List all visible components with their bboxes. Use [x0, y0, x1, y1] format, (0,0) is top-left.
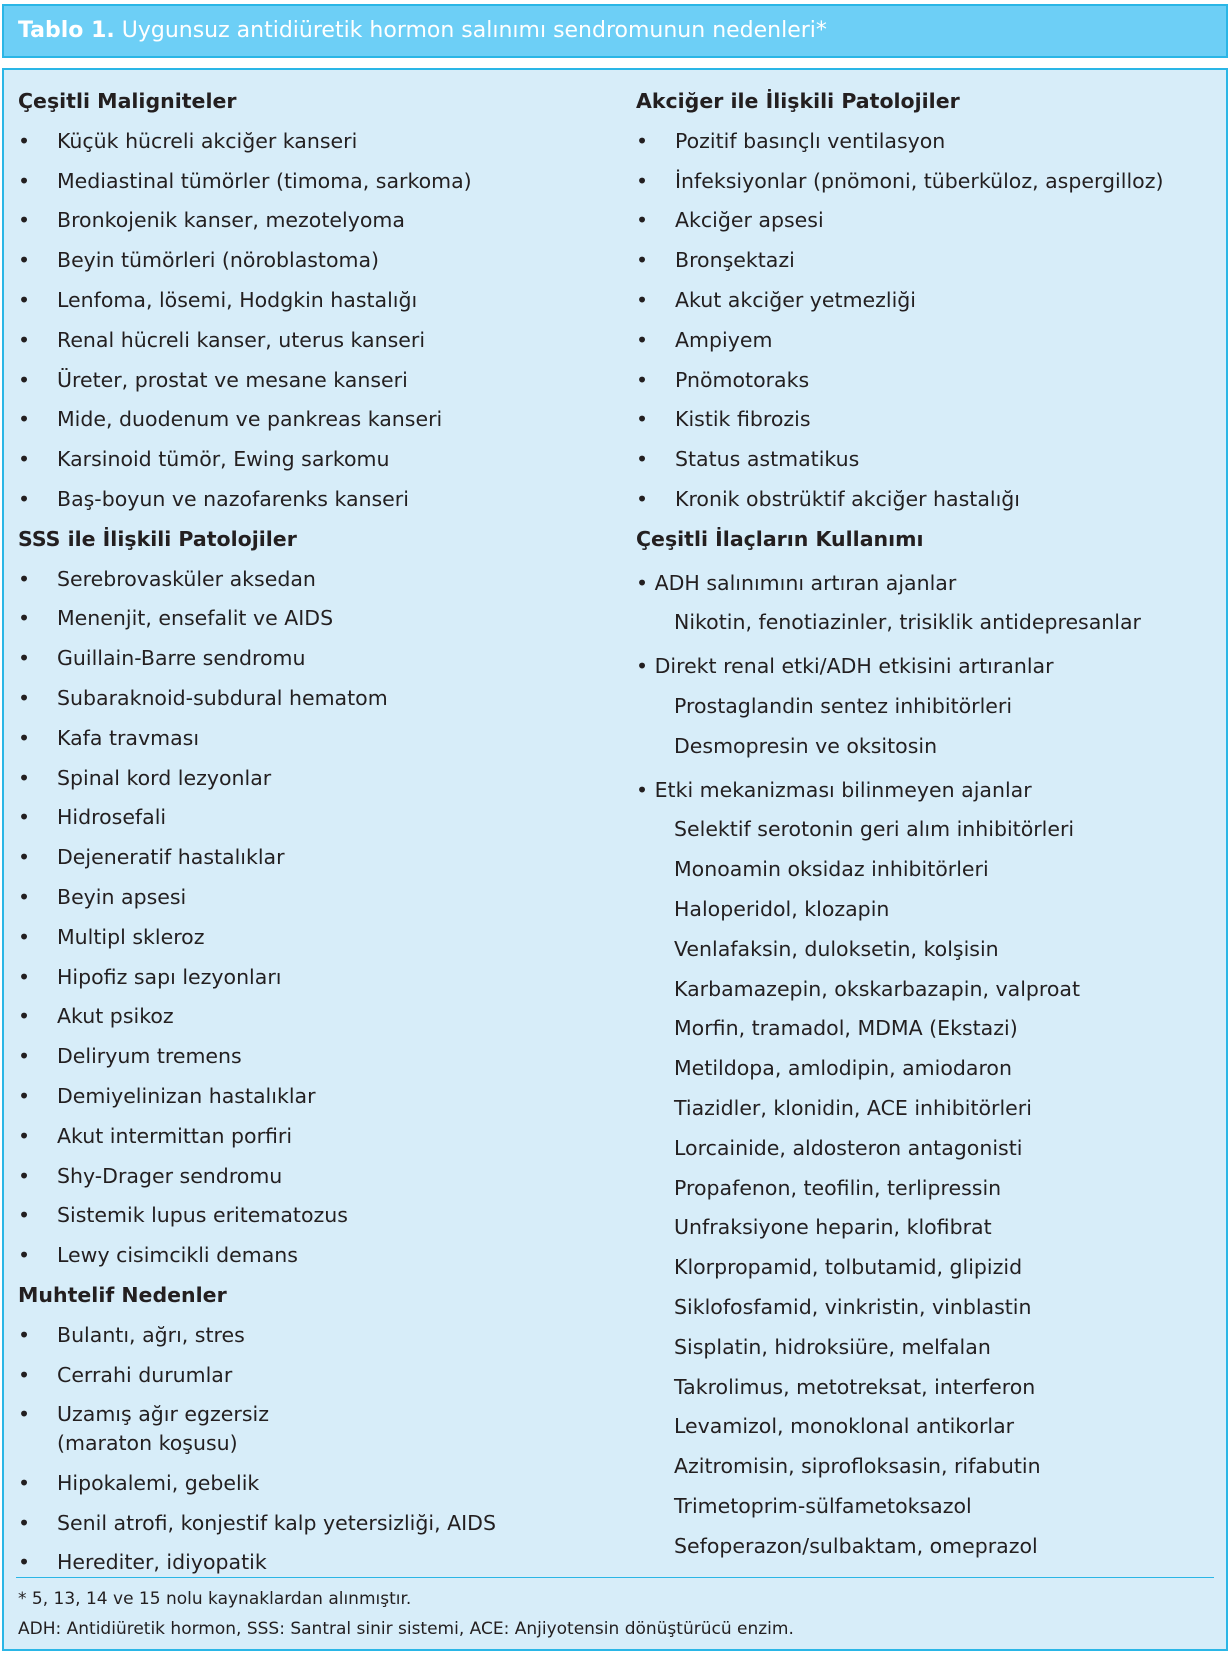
list-item: [636, 440, 1226, 480]
list-item: [18, 361, 618, 401]
table-footnotes: [18, 1584, 794, 1644]
footnote-abbreviations: ADH: Antidiüretik hormon, SSS: Santral sinir sistemi, ACE: Anjiyotensin dönüştürücü enzim.: [18, 1619, 794, 1639]
list-item-text: Baş-boyun ve nazofarenks kanseri: [57, 486, 409, 511]
bullet-icon: •: [18, 1083, 31, 1108]
bullet-icon: •: [18, 447, 31, 472]
list-item-text: Üreter, prostat ve mesane kanseri: [57, 367, 408, 392]
list-item: [18, 1504, 618, 1544]
drug-item: Trimetoprim-sülfametoksazol: [674, 1493, 972, 1518]
list-item-text: Hipokalemi, gebelik: [57, 1470, 260, 1495]
drug-item: Karbamazepin, okskarbazapin, valproat: [674, 976, 1081, 1001]
bullet-icon: •: [18, 884, 31, 909]
list-item: [636, 361, 1226, 401]
left-column: [18, 82, 618, 1583]
bullet-icon: •: [18, 1123, 31, 1148]
drug-item: Lorcainide, aldosteron antagonisti: [674, 1135, 1023, 1160]
bullet-icon: •: [18, 486, 31, 511]
list-item: [18, 599, 618, 639]
list-misc: [18, 1316, 618, 1396]
list-item-text: Senil atrofi, konjestif kalp yetersizliği, AIDS: [57, 1510, 496, 1535]
bullet-icon: •: [636, 287, 649, 312]
drug-item: Takrolimus, metotreksat, interferon: [674, 1374, 1036, 1399]
list-item: [18, 1316, 618, 1356]
bullet-icon: •: [18, 367, 31, 392]
drug-group-label: • Direkt renal etki/ADH etkisini artıranlar: [636, 654, 1054, 679]
list-item: [18, 878, 618, 918]
list-item: [18, 1037, 618, 1077]
list-item: [18, 1395, 618, 1464]
drug-item: Unfraksiyone heparin, klofibrat: [674, 1215, 992, 1240]
drug-item: Nikotin, fenotiazinler, trisiklik antidepresanlar: [674, 610, 1141, 635]
drug-item: Sisplatin, hidroksiüre, melfalan: [674, 1334, 991, 1359]
list-item: [18, 1196, 618, 1236]
list-lung: [636, 122, 1226, 520]
table-body: [2, 68, 1228, 1651]
list-item-line: (maraton koşusu): [57, 1431, 238, 1456]
list-item-text: Kronik obstrüktif akciğer hastalığı: [675, 486, 1020, 511]
section-heading-misc: Muhtelif Nedenler: [18, 1282, 227, 1307]
bullet-icon: •: [18, 765, 31, 790]
drug-item: Sefoperazon/sulbaktam, omeprazol: [674, 1533, 1038, 1558]
bullet-icon: •: [18, 1203, 31, 1228]
list-item-text: Deliryum tremens: [57, 1044, 242, 1069]
bullet-icon: •: [18, 208, 31, 233]
drug-group-label: • Etki mekanizması bilinmeyen ajanlar: [636, 777, 1032, 802]
list-item: [18, 201, 618, 241]
list-item-text: Akut intermittan porfiri: [57, 1123, 293, 1148]
bullet-icon: •: [18, 287, 31, 312]
section-heading-lung: Akciğer ile İlişkili Patolojiler: [636, 89, 960, 113]
list-item-text: Menenjit, ensefalit ve AIDS: [57, 606, 334, 631]
list-item-text: Renal hücreli kanser, uterus kanseri: [57, 327, 426, 352]
list-misc-more: [18, 1464, 618, 1583]
list-item-text: Mide, duodenum ve pankreas kanseri: [57, 407, 443, 432]
bullet-icon: •: [18, 168, 31, 193]
list-item: [18, 679, 618, 719]
drug-item: Haloperidol, klozapin: [674, 896, 890, 921]
list-item: [636, 400, 1226, 440]
list-malignancies: [18, 122, 618, 520]
drug-item: Klorpropamid, tolbutamid, glipizid: [674, 1255, 1023, 1280]
list-item: [18, 838, 618, 878]
list-item: [636, 122, 1226, 162]
bullet-icon: •: [18, 646, 31, 671]
section-heading-malignancies: Çeşitli Maligniteler: [18, 89, 237, 113]
bullet-icon: •: [18, 924, 31, 949]
list-item-text: Multipl skleroz: [57, 924, 205, 949]
drug-item: Monoamin oksidaz inhibitörleri: [674, 857, 989, 882]
bullet-icon: •: [636, 208, 649, 233]
bullet-icon: •: [636, 168, 649, 193]
bullet-icon: •: [18, 1510, 31, 1535]
list-item-text: Karsinoid tümör, Ewing sarkomu: [57, 447, 390, 472]
list-item: [636, 162, 1226, 202]
list-drug-groups: [636, 564, 1226, 1567]
bullet-icon: •: [18, 1163, 31, 1188]
list-item-text: Beyin apsesi: [57, 884, 187, 909]
table-caption: Uygunsuz antidiüretik hormon salınımı sendromunun nedenleri*: [114, 18, 827, 43]
list-item: [636, 321, 1226, 361]
list-item: [18, 162, 618, 202]
drug-item: Azitromisin, siprofloksasin, rifabutin: [674, 1454, 1041, 1479]
list-item-text: Beyin tümörleri (nöroblastoma): [57, 248, 380, 273]
list-item-text: Bronşektazi: [675, 248, 795, 273]
list-item: [18, 958, 618, 998]
bullet-icon: •: [18, 128, 31, 153]
bullet-icon: •: [18, 566, 31, 591]
list-item-text: Status astmatikus: [675, 447, 860, 472]
list-item: [18, 1236, 618, 1276]
drug-item: Desmopresin ve oksitosin: [674, 733, 938, 758]
bullet-icon: •: [636, 327, 649, 352]
list-item-text: Dejeneratif hastalıklar: [57, 845, 285, 870]
drug-item: Selektif serotonin geri alım inhibitörleri: [674, 817, 1075, 842]
drug-item: Venlafaksin, duloksetin, kolşisin: [674, 936, 999, 961]
list-item: [18, 400, 618, 440]
drug-item: Metildopa, amlodipin, amiodaron: [674, 1056, 1012, 1081]
bullet-icon: •: [18, 964, 31, 989]
list-item: [18, 719, 618, 759]
list-item-line: Uzamış ağır egzersiz: [57, 1402, 269, 1427]
list-item: [18, 440, 618, 480]
list-item-text: Serebrovasküler aksedan: [57, 566, 316, 591]
bullet-icon: •: [636, 128, 649, 153]
drug-item: Morfin, tramadol, MDMA (Ekstazi): [674, 1016, 1018, 1041]
bullet-icon: •: [18, 407, 31, 432]
footer-divider: [16, 1577, 1214, 1578]
list-item-text: Spinal kord lezyonlar: [57, 765, 272, 790]
table-title: [2, 4, 1228, 58]
list-item-text: Guillain-Barre sendromu: [57, 646, 306, 671]
list-item-text: Kafa travması: [57, 725, 200, 750]
bullet-icon: •: [18, 248, 31, 273]
list-cns: [18, 560, 618, 1276]
list-item-text: İnfeksiyonlar (pnömoni, tüberküloz, aspergilloz): [675, 168, 1164, 193]
list-item: [18, 1157, 618, 1197]
footnote-source: * 5, 13, 14 ve 15 nolu kaynaklardan alınmıştır.: [18, 1589, 412, 1609]
list-item-text: Kistik fibrozis: [675, 407, 811, 432]
drug-item: Levamizol, monoklonal antikorlar: [674, 1414, 1015, 1439]
list-item-text: Herediter, idiyopatik: [57, 1550, 267, 1575]
list-item: [18, 1356, 618, 1396]
drug-item: Siklofosfamid, vinkristin, vinblastin: [674, 1294, 1032, 1319]
list-item-text: Küçük hücreli akciğer kanseri: [57, 128, 358, 153]
table-number: Tablo 1.: [18, 18, 115, 43]
bullet-icon: •: [18, 1004, 31, 1029]
list-item: [18, 281, 618, 321]
list-item-text: Lewy cisimcikli demans: [57, 1243, 298, 1268]
list-item: [636, 480, 1226, 520]
bullet-icon: •: [18, 1550, 31, 1575]
drug-item: Tiazidler, klonidin, ACE inhibitörleri: [674, 1095, 1032, 1120]
section-heading-drugs: Çeşitli İlaçların Kullanımı: [636, 526, 924, 551]
list-item-text: Cerrahi durumlar: [57, 1362, 233, 1387]
bullet-icon: •: [18, 805, 31, 830]
list-item: [18, 918, 618, 958]
bullet-icon: •: [18, 1362, 31, 1387]
bullet-icon: •: [18, 1470, 31, 1495]
list-item-text: Bronkojenik kanser, mezotelyoma: [57, 208, 405, 233]
list-item-text: Akut psikoz: [57, 1004, 174, 1029]
list-item: [18, 480, 618, 520]
bullet-icon: •: [636, 367, 649, 392]
bullet-icon: •: [18, 685, 31, 710]
list-item-text: Lenfoma, lösemi, Hodgkin hastalığı: [57, 287, 418, 312]
bullet-icon: •: [18, 845, 31, 870]
list-item-text: Shy-Drager sendromu: [57, 1163, 283, 1188]
list-item: [18, 639, 618, 679]
list-item-text: Hidrosefali: [57, 805, 167, 830]
list-item: [18, 241, 618, 281]
list-item-text: Subaraknoid-subdural hematom: [57, 685, 388, 710]
list-item-text: Pnömotoraks: [675, 367, 810, 392]
bullet-icon: •: [18, 1402, 31, 1427]
bullet-icon: •: [18, 1044, 31, 1069]
bullet-icon: •: [18, 327, 31, 352]
list-item: [18, 321, 618, 361]
list-item: [18, 997, 618, 1037]
list-item: [636, 201, 1226, 241]
list-item: [636, 241, 1226, 281]
list-item: [18, 1117, 618, 1157]
list-item: [18, 1464, 618, 1504]
drug-item: Prostaglandin sentez inhibitörleri: [674, 693, 1013, 718]
list-item: [18, 560, 618, 600]
list-item: [18, 798, 618, 838]
list-item: [636, 281, 1226, 321]
list-item: [18, 1077, 618, 1117]
bullet-icon: •: [636, 407, 649, 432]
list-item-text: Pozitif basınçlı ventilasyon: [675, 128, 946, 153]
list-item-text: Akciğer apsesi: [675, 208, 824, 233]
bullet-icon: •: [636, 486, 649, 511]
list-item-text: Akut akciğer yetmezliği: [675, 287, 917, 312]
list-item-text: Hipofiz sapı lezyonları: [57, 964, 282, 989]
bullet-icon: •: [18, 725, 31, 750]
drug-item: Propafenon, teofilin, terlipressin: [674, 1175, 1002, 1200]
bullet-icon: •: [636, 447, 649, 472]
bullet-icon: •: [18, 606, 31, 631]
list-item: [18, 759, 618, 799]
list-item-text: Bulantı, ağrı, stres: [57, 1322, 245, 1347]
right-column: [636, 82, 1226, 1566]
bullet-icon: •: [18, 1322, 31, 1347]
drug-group-label: • ADH salınımını artıran ajanlar: [636, 570, 957, 595]
bullet-icon: •: [636, 248, 649, 273]
list-item-text: Sistemik lupus eritematozus: [57, 1203, 348, 1228]
list-item: [18, 122, 618, 162]
list-item-text: Demiyelinizan hastalıklar: [57, 1083, 316, 1108]
section-heading-cns: SSS ile İlişkili Patolojiler: [18, 526, 297, 551]
list-item-text: Mediastinal tümörler (timoma, sarkoma): [57, 168, 472, 193]
list-item-text: Ampiyem: [675, 327, 773, 352]
bullet-icon: •: [18, 1243, 31, 1268]
